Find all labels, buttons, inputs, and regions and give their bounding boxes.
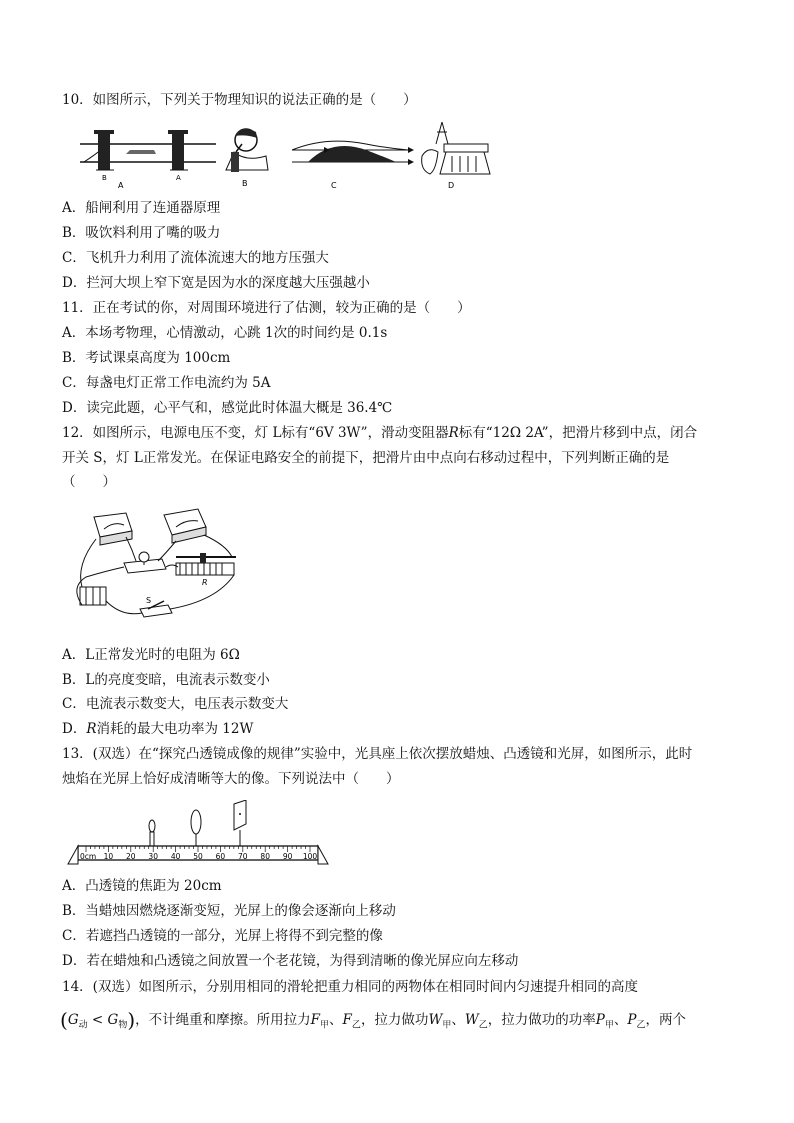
ship-lock-illustration xyxy=(80,130,216,190)
ruler-label: 90 xyxy=(282,852,293,861)
q14-text-2: ，拉力做功 xyxy=(360,1012,429,1028)
q14-w: W xyxy=(428,1012,443,1028)
q11-option-c: C．每盏电灯正常工作电流约为 5A xyxy=(62,375,271,391)
q12-stem-line2: 开关 S，灯 L正常发光。在保证电路安全的前提下，把滑片由中点向右移动过程中，下列判断正确的是 xyxy=(62,450,670,466)
q14-g-2: G xyxy=(107,1012,119,1028)
q12-option-b: B．L的亮度变暗，电流表示数变小 xyxy=(62,672,270,688)
fig-label-d: D xyxy=(448,181,455,190)
q13-stem-line2: 烛焰在光屏上恰好成清晰等大的像。下列说法中（ ） xyxy=(62,771,400,787)
q14-p: P xyxy=(595,1012,605,1028)
fig-label-c: C xyxy=(331,181,337,190)
q12-option-d xyxy=(62,719,253,739)
q14-text-1: ，不计绳重和摩擦。所用拉力 xyxy=(135,1012,311,1028)
q14-w-sub-jia: 甲 xyxy=(442,1020,452,1031)
q14-sep: 、 xyxy=(329,1012,343,1028)
candle-illustration xyxy=(149,820,155,846)
ruler-label: 60 xyxy=(215,852,226,861)
fig-label-b: B xyxy=(242,179,248,188)
q12-stem-text: 12．如图所示，电源电压不变，灯 L标有“6V 3W”，滑动变阻器 xyxy=(62,425,449,441)
q14-stem-line2: $(G_动 < G_物)$，不计绳重和摩擦。所用拉力$F_甲$、$F_乙$，拉力做功$W_甲$、$W_乙$，拉力做功的功率$P_甲$、$P_乙$，两个 xyxy=(60,1008,686,1032)
ruler-label: 30 xyxy=(148,852,158,861)
rheostat-illustration xyxy=(176,553,236,587)
q13-option-c: C．若遮挡凸透镜的一部分，光屏上将得不到完整的像 xyxy=(62,928,383,944)
q12-option-d-prefix: D． xyxy=(62,721,87,737)
q14-g-sub-dong: 动 xyxy=(78,1020,88,1031)
ruler-label: 20 xyxy=(126,852,136,861)
battery-illustration xyxy=(80,587,106,605)
ruler-label: 100 xyxy=(302,852,318,861)
q14-f-sub-yi: 乙 xyxy=(351,1020,361,1031)
drinking-person-illustration xyxy=(226,129,268,188)
ammeter-illustration xyxy=(94,513,132,545)
q14-sep-2: 、 xyxy=(451,1012,465,1028)
ruler-label: 80 xyxy=(260,852,270,861)
q11-option-a: A．本场考物理，心情激动，心跳 1次的时间约是 0.1s xyxy=(62,325,388,341)
rheostat-label-r: R xyxy=(202,578,208,587)
q14-p-sub-jia: 甲 xyxy=(604,1020,614,1031)
q12-option-c: C．电流表示数变大，电压表示数变大 xyxy=(62,696,289,712)
q10-stem: 10．如图所示，下列关于物理知识的说法正确的是（ ） xyxy=(62,92,417,108)
convex-lens-illustration xyxy=(191,810,201,846)
fig-a-letter-a: A xyxy=(176,174,181,182)
q12-stem-r: R xyxy=(448,425,459,441)
q12-option-d-r: R xyxy=(86,721,97,737)
q10-option-a: A．船闸利用了连通器原理 xyxy=(62,200,221,216)
ruler-label: 70 xyxy=(238,852,248,861)
q11-option-d: D．读完此题，心平气和，感觉此时体温大概是 36.4℃ xyxy=(62,400,393,416)
q13-option-d: D．若在蜡烛和凸透镜之间放置一个老花镜，为得到清晰的像光屏应向左移动 xyxy=(62,953,519,969)
q14-lt: < xyxy=(87,1012,108,1028)
q10-option-b: B．吸饮料利用了嘴的吸力 xyxy=(62,225,221,241)
q14-p-sub-yi: 乙 xyxy=(636,1020,646,1031)
q14-sep-3: 、 xyxy=(613,1012,628,1028)
voltmeter-illustration xyxy=(164,509,206,543)
ruler-label: 50 xyxy=(193,852,203,861)
q14-f-2: F xyxy=(342,1012,352,1028)
ruler-label: 10 xyxy=(103,852,114,861)
switch-illustration xyxy=(140,596,172,617)
q14-stem-line1: 14．(双选）如图所示，分别用相同的滑轮把重力相同的两物体在相同时间内匀速提升相同的高度 xyxy=(62,979,638,995)
lamp-illustration xyxy=(124,552,166,573)
q13-stem-line1: 13．(双选）在“探究凸透镜成像的规律”实验中，光具座上依次摆放蜡烛、凸透镜和光屏，如图所示，此时 xyxy=(62,746,693,762)
q14-text-3: ，拉力做功的功率 xyxy=(487,1012,596,1028)
q14-g-sub-wu: 物 xyxy=(118,1020,128,1031)
dam-illustration xyxy=(422,122,490,190)
q12-stem-text-2: 标有“12Ω 2A”，把滑片移到中点，闭合 xyxy=(458,425,698,441)
q12-option-a: A．L正常发光时的电阻为 6Ω xyxy=(62,647,240,663)
fig-a-letter-b: B xyxy=(102,174,107,182)
q12-stem-line3: （ ） xyxy=(62,474,116,490)
q13-option-b: B．当蜡烛因燃烧逐渐变短，光屏上的像会逐渐向上移动 xyxy=(62,903,396,919)
q12-option-d-text: 消耗的最大电功率为 12W xyxy=(96,721,254,737)
q14-f: F xyxy=(310,1012,321,1028)
q14-f-sub-jia: 甲 xyxy=(320,1020,330,1031)
q11-option-b: B．考试课桌高度为 100cm xyxy=(62,350,231,366)
q13-option-a: A．凸透镜的焦距为 20cm xyxy=(62,878,222,894)
q10-figure xyxy=(76,122,496,194)
q14-w-2: W xyxy=(464,1012,479,1028)
q13-optical-bench-figure xyxy=(66,800,330,872)
q14-p-2: P xyxy=(627,1012,637,1028)
light-screen-illustration xyxy=(234,800,246,846)
q14-text-4: ，两个 xyxy=(645,1012,686,1028)
q10-option-d: D．拦河大坝上窄下宽是因为水的深度越大压强越小 xyxy=(62,275,370,291)
ruler-label: 0cm xyxy=(80,852,97,861)
q14-w-sub-yi: 乙 xyxy=(478,1020,488,1031)
q11-stem: 11．正在考试的你，对周围环境进行了估测，较为正确的是（ ） xyxy=(62,300,471,316)
q14-g: G xyxy=(67,1012,79,1028)
airfoil-illustration xyxy=(292,141,414,190)
q12-circuit-figure xyxy=(66,505,252,627)
q10-option-c: C．飞机升力利用了流体流速大的地方压强大 xyxy=(62,250,329,266)
q12-stem-line1 xyxy=(62,423,697,443)
ruler-label: 40 xyxy=(170,852,181,861)
fig-label-a: A xyxy=(118,181,124,190)
switch-label-s: S xyxy=(146,596,152,605)
